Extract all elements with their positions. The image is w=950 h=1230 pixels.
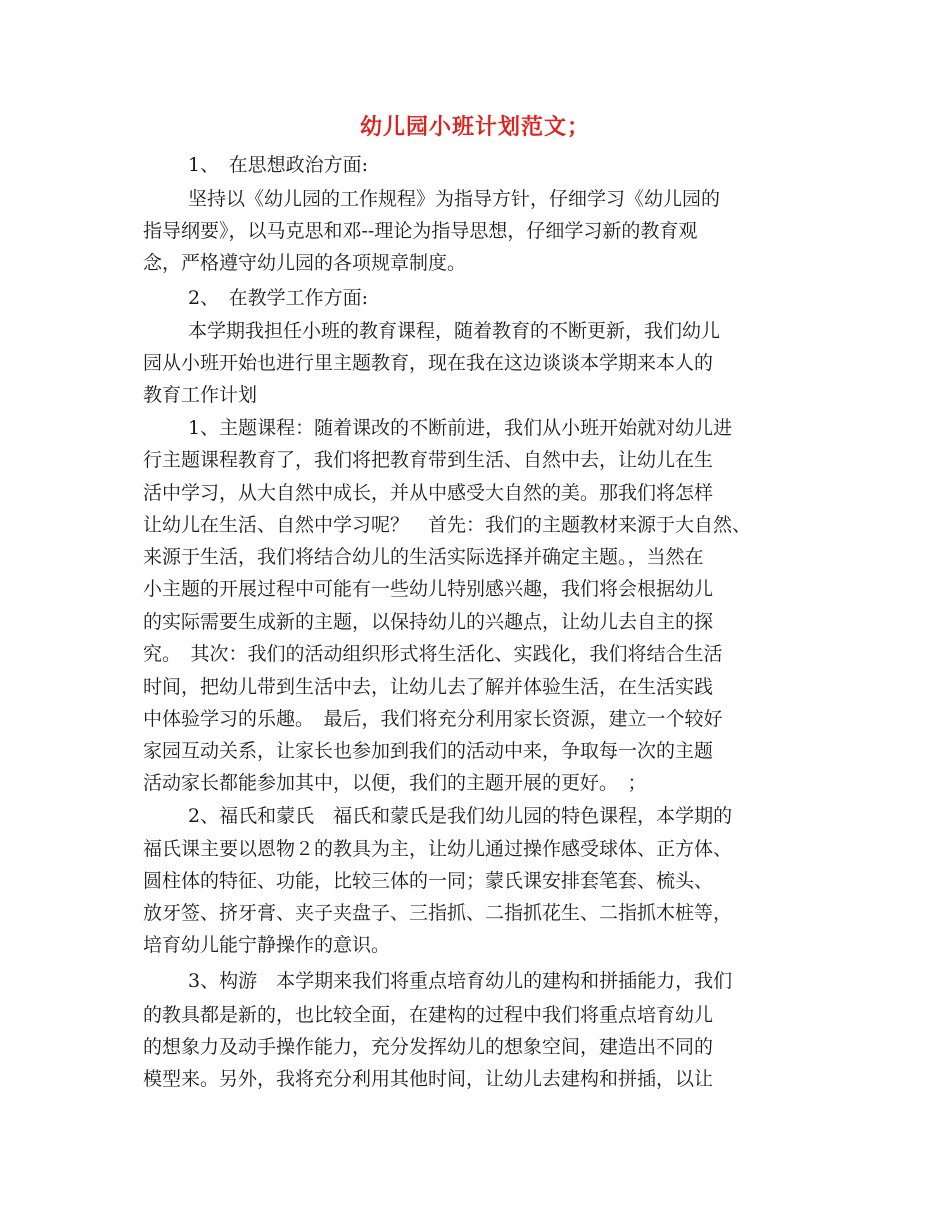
paragraph-line: 本学期我担任小班的教育课程，随着教育的不断更新，我们幼儿 (188, 320, 721, 342)
paragraph-line: 活动家长都能参加其中，以便，我们的主题开展的更好。 ； (143, 772, 647, 794)
paragraph-line: 圆柱体的特征、功能，比较三体的一同；蒙氏课安排套笔套、梳头、 (143, 870, 714, 892)
heading-teaching: 2、 在教学工作方面: (188, 287, 368, 309)
paragraph-line: 培育幼儿能宁静操作的意识。 (143, 934, 391, 956)
paragraph-line: 2、福氏和蒙氏 福氏和蒙氏是我们幼儿园的特色课程，本学期的 (188, 805, 733, 827)
paragraph-line: 指导纲要》，以马克思和邓--理论为指导思想，仔细学习新的教育观 (143, 220, 698, 242)
paragraph-line: 福氏课主要以恩物２的教具为主，让幼儿通过操作感受球体、正方体、 (143, 838, 733, 860)
paragraph-line: 的想象力及动手操作能力，充分发挥幼儿的想象空间，建造出不同的 (143, 1036, 714, 1058)
paragraph-line: 家园互动关系，让家长也参加到我们的活动中来，争取每一次的主题 (143, 740, 714, 762)
paragraph-line: 小主题的开展过程中可能有一些幼儿特别感兴趣，我们将会根据幼儿 (143, 578, 714, 600)
paragraph-line: 来源于生活，我们将结合幼儿的生活实际选择并确定主题。，当然在 (143, 546, 704, 568)
paragraph-line: 坚持以《幼儿园的工作规程》为指导方针，仔细学习《幼儿园的 (188, 188, 721, 210)
paragraph-line: 的教具都是新的，也比较全面，在建构的过程中我们将重点培育幼儿 (143, 1004, 714, 1026)
paragraph-line: 活中学习，从大自然中成长，并从中感受大自然的美。那我们将怎样 (143, 482, 714, 504)
paragraph-line: 放牙签、挤牙膏、夹子夹盘子、三指抓、二指抓花生、二指抓木桩等， (143, 902, 733, 924)
paragraph-line: 教育工作计划 (143, 384, 258, 406)
document-title: 幼儿园小班计划范文； (359, 114, 590, 140)
paragraph-line: 园从小班开始也进行里主题教育，现在我在这边谈谈本学期来本人的 (143, 352, 714, 374)
paragraph-line: 究。 其次：我们的活动组织形式将生活化、实践化，我们将结合生活 (143, 643, 723, 665)
paragraph-line: 中体验学习的乐趣。 最后，我们将充分利用家长资源，建立一个较好 (143, 708, 723, 730)
paragraph-line: 念，严格遵守幼儿园的各项规章制度。 (143, 252, 467, 274)
paragraph-line: 的实际需要生成新的主题，以保持幼儿的兴趣点，让幼儿去自主的探 (143, 611, 714, 633)
paragraph-line: 模型来。另外，我将充分利用其他时间，让幼儿去建构和拼插，以让 (143, 1068, 714, 1090)
paragraph-line: 行主题课程教育了，我们将把教育带到生活、自然中去，让幼儿在生 (143, 449, 714, 471)
heading-political: 1、 在思想政治方面: (188, 154, 368, 176)
paragraph-line: 3、构游 本学期来我们将重点培育幼儿的建构和拼插能力，我们 (188, 970, 733, 992)
paragraph-line: 时间，把幼儿带到生活中去，让幼儿去了解并体验生活，在生活实践 (143, 676, 714, 698)
paragraph-line: 1、主题课程：随着课改的不断前进，我们从小班开始就对幼儿进 (188, 417, 733, 439)
paragraph-line: 让幼儿在生活、自然中学习呢？ 首先：我们的主题教材来源于大自然、 (143, 514, 752, 536)
